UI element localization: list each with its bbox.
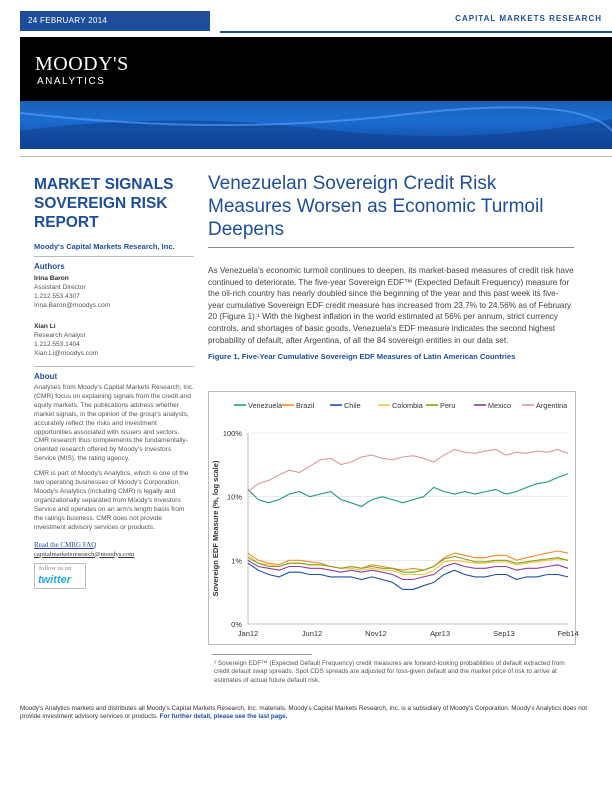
about-heading: About (34, 372, 58, 381)
legend-label: Chile (344, 401, 361, 410)
y-tick-label: 100% (222, 429, 242, 438)
report-title: MARKET SIGNALS SOVEREIGN RISK REPORT (34, 176, 174, 231)
author-entry (34, 274, 194, 310)
author-email[interactable]: Xian.Li@moodys.com (34, 350, 99, 357)
author-email[interactable]: Irina.Baron@moodys.com (34, 302, 111, 309)
x-tick-label: Jan12 (237, 629, 259, 638)
author-name: Xian Li (34, 323, 56, 330)
logo-banner (20, 37, 612, 101)
x-tick-label: Feb14 (557, 629, 579, 638)
sidebar-rule (34, 366, 194, 367)
author-role: Assistant Director (34, 284, 86, 291)
header-rule (220, 31, 612, 33)
logo-text: MOODY'S (35, 53, 129, 75)
x-tick-label: Sep13 (493, 629, 515, 638)
legend-label: Mexico (488, 401, 512, 410)
chart-frame (209, 392, 579, 645)
logo-subtext: ANALYTICS (37, 76, 106, 87)
article (208, 172, 574, 361)
author-name: Irina Baron (34, 275, 69, 282)
twitter-logo: twitter (38, 573, 71, 586)
author-phone: 1.212.553.1404 (34, 341, 80, 348)
twitter-follow-button[interactable] (34, 563, 86, 589)
decorative-wave-banner (20, 101, 612, 149)
edf-chart (208, 391, 579, 645)
sidebar-rule (34, 256, 194, 257)
x-tick-label: Apr13 (429, 629, 451, 638)
figure-caption: Figure 1. Five-Year Cumulative Sovereign EDF Measures of Latin American Countries (208, 352, 516, 362)
headline-rule (208, 247, 574, 248)
legend-label: Brazil (296, 401, 315, 410)
author-role: Research Analyst (34, 332, 86, 339)
faq-link[interactable]: Read the CMRG FAQ (34, 540, 97, 549)
footnote: ¹ Sovereign EDF™ (Expected Default Frequency) credit measures are forward-looking probabilities of default extracted from credit default swap spreads. Spot CDS spreads are adjusted for loss-given default and the market price of risk to arrive at estimates of actual future default risk. (214, 660, 565, 684)
footer-text: Moody's Analytics markets and distributes all Moody's Capital Markets Research, Inc. materials. Moody's Capital Markets Research, Inc. is a subsidiary of Moody's Corporation. Moody's Analytics does not provide investment advisory services or products. (20, 705, 588, 721)
article-headline: Venezuelan Sovereign Credit Risk Measures Worsen as Economic Turmoil Deepens (208, 173, 544, 240)
date-bar (20, 11, 210, 31)
article-body: As Venezuela's economic turmoil continues to deepen, its market-based measures of credit risk have continued to deteriorate. The five-year Sovereign EDF™ (Expected Default Frequency) measure for the oil-rich country has nearly doubled since the beginning of the year and this past week its five-year cumulative Sovereign EDF credit measure has increased from 23.7% to 24.56% as of February 20 (Figure 1).¹ With the highest inflation in the world estimated at 56% per annum, strict currency controls, and shortages of basic goods, Venezuela's EDF measure indicates the second highest probability of default, after Argentina, of all the 84 sovereign entities in our data set. (208, 266, 574, 345)
legend-label: Colombia (392, 401, 423, 410)
y-axis-label: Sovereign EDF Measure (%, log scale) (211, 460, 220, 597)
x-tick-label: Jun12 (301, 629, 323, 638)
footnote-rule (212, 654, 312, 655)
authors-heading: Authors (34, 262, 65, 271)
sidebar (34, 175, 194, 589)
contact-email-link[interactable]: capitalmarketsresearch@moodys.com (34, 550, 135, 558)
y-tick-label: 1% (231, 556, 242, 566)
author-entry (34, 322, 194, 358)
about-paragraph: Analyses from Moody's Capital Markets Research, Inc. (CMR) focus on explaining signals from the credit and equity markets. The publications address whether market signals, in the opinion of the group's analysts, accurately reflect the risks and investment opportunities associated with issuers and sectors. CMR research thus complements the fundamentally-oriented research offered by Moody's Investors Service (MIS), the rating agency. (34, 384, 194, 463)
follow-label: follow us on (39, 564, 72, 572)
about-paragraph: CMR is part of Moody's Analytics, which is one of the two operating businesses of Moody's Corporation. Moody's Analytics (including CMR) is legally and organizationally separated from Moody's Investors Service and operates on an arm's length basis from the ratings business. CMR does not provide investment advisory services or products. (34, 470, 189, 531)
x-tick-label: Nov12 (365, 629, 387, 638)
publication-date: 24 FEBRUARY 2014 (28, 16, 108, 25)
legend-label: Peru (440, 401, 456, 410)
banner-divider (20, 156, 612, 157)
footer-bold-note: For further detail, please see the last page. (159, 713, 288, 721)
report-publisher: Moody's Capital Markets Research, Inc. (34, 242, 175, 251)
chart-svg (208, 391, 579, 645)
wave-graphic (20, 101, 612, 149)
author-phone: 1.212.553.4307 (34, 293, 80, 300)
legend-label: Venezuela (248, 401, 283, 410)
page-footer (20, 705, 596, 722)
y-tick-label: 10% (226, 492, 242, 502)
legend-label: Argentina (536, 401, 568, 410)
y-tick-label: 0% (231, 620, 242, 629)
section-label: CAPITAL MARKETS RESEARCH (455, 14, 602, 23)
